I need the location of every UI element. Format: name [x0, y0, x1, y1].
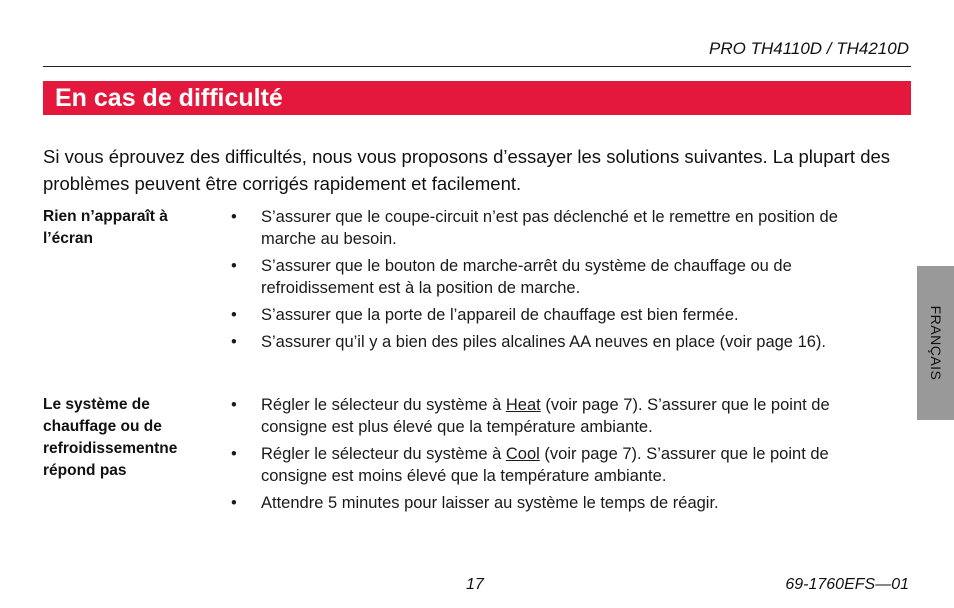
list-item	[231, 206, 891, 250]
list-item	[231, 304, 891, 326]
list-item	[231, 443, 891, 487]
language-side-tab	[917, 266, 954, 420]
list-item-text: S’assurer que la porte de l’appareil de chauffage est bien fermée.	[261, 306, 739, 324]
bullet-list	[231, 206, 891, 358]
bullet-glyph: •	[231, 306, 237, 324]
list-item-text: Attendre 5 minutes pour laisser au système le temps de réagir.	[261, 494, 719, 512]
list-item	[231, 255, 891, 299]
intro-paragraph: Si vous éprouvez des difficultés, nous vous proposons d’essayer les solutions suivantes. La plupart des problèmes peuvent être corrigés rapidement et facilement.	[43, 146, 891, 194]
list-item	[231, 492, 891, 514]
header-rule	[43, 66, 911, 67]
language-side-tab-label: FRANÇAIS	[927, 305, 944, 381]
list-item-text-start: Régler le sélecteur du système à	[261, 396, 506, 414]
bullet-glyph: •	[231, 257, 237, 275]
page-number: 17	[466, 576, 484, 593]
title-bar	[43, 81, 911, 115]
bullet-glyph: •	[231, 333, 237, 351]
list-item	[231, 331, 891, 353]
bullet-glyph: •	[231, 494, 237, 512]
list-item-text-end: (voir page 7). S’assurer que le point de consigne est moins élevé que la température ambiante.	[261, 445, 829, 485]
section-label: Rien n’apparaît à l’écran	[43, 208, 168, 247]
document-code: 69-1760EFS—01	[785, 576, 909, 593]
bullet-glyph: •	[231, 396, 237, 414]
list-item-text-end: (voir page 7). S’assurer que le point de consigne est plus élevé que la température ambiante.	[261, 396, 830, 436]
section-label: Le système de chauffage ou de refroidissementne répond pas	[43, 396, 178, 479]
list-item-text: S’assurer que le coupe-circuit n’est pas déclenché et le remettre en position de marche au besoin.	[261, 208, 838, 248]
header-model: PRO TH4110D / TH4210D	[709, 39, 909, 58]
bullet-glyph: •	[231, 445, 237, 463]
heat-setting-link: Heat	[505, 396, 541, 414]
cool-setting-link: Cool	[505, 445, 540, 463]
list-item-text-start: Régler le sélecteur du système à	[261, 445, 506, 463]
list-item	[231, 394, 891, 438]
bullet-glyph: •	[231, 208, 237, 226]
page-title: En cas de difficulté	[55, 84, 283, 112]
list-item-text: S’assurer que le bouton de marche-arrêt du système de chauffage ou de refroidissement est à la position de marche.	[261, 257, 792, 297]
bullet-list	[231, 394, 891, 519]
list-item-text: S’assurer qu’il y a bien des piles alcalines AA neuves en place (voir page 16).	[261, 333, 826, 351]
